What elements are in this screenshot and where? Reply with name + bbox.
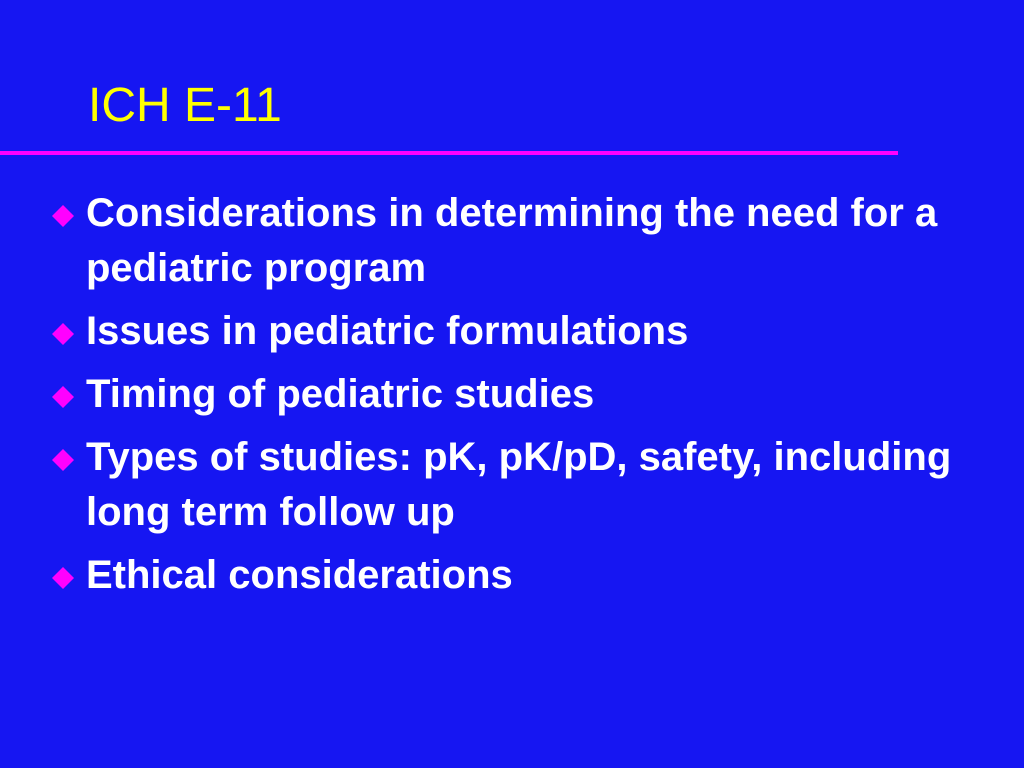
- bullet-item: [48, 304, 988, 359]
- bullet-text: Issues in pediatric formulations: [86, 309, 689, 353]
- diamond-bullet-icon: [51, 204, 75, 228]
- bullet-text: Ethical considerations: [86, 553, 513, 597]
- title-underline: [0, 151, 898, 155]
- diamond-bullet-icon: [51, 566, 75, 590]
- bullet-list: [48, 186, 988, 611]
- diamond-bullet-icon: [51, 385, 75, 409]
- bullet-text: Considerations in determining the need for a pediatric program: [86, 191, 938, 290]
- bullet-text: Types of studies: pK, pK/pD, safety, including long term follow up: [86, 435, 952, 534]
- diamond-bullet-icon: [51, 448, 75, 472]
- diamond-bullet-icon: [51, 322, 75, 346]
- bullet-item: [48, 367, 988, 422]
- bullet-item: [48, 186, 988, 296]
- bullet-item: [48, 548, 988, 603]
- slide-title: ICH E-11: [88, 79, 282, 132]
- bullet-text: Timing of pediatric studies: [86, 372, 595, 416]
- bullet-item: [48, 430, 988, 540]
